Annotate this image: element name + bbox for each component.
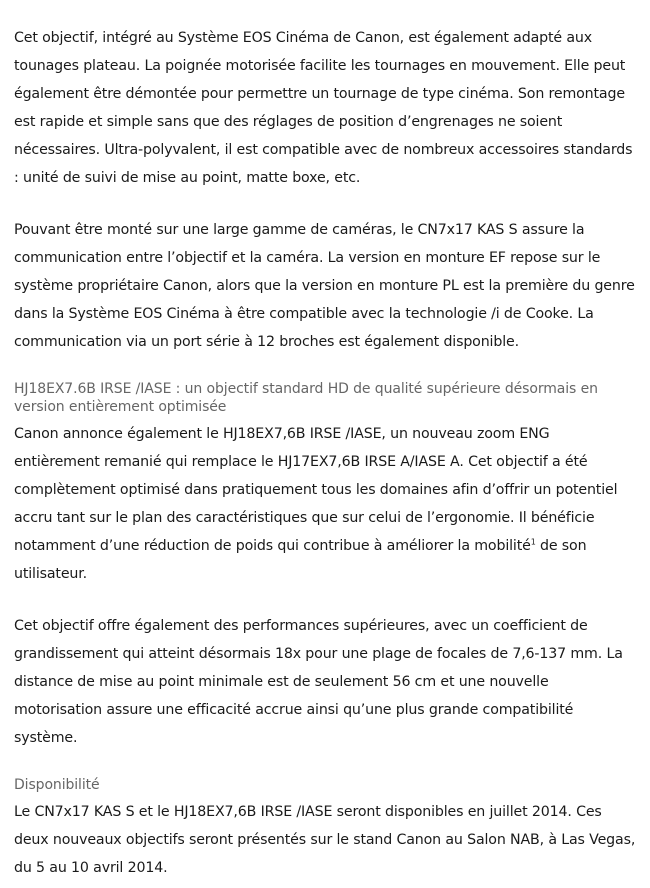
paragraph-availability: Le CN7x17 KAS S et le HJ18EX7,6B IRSE /IASE seront disponibles en juillet 2014. Ces deux nouveaux objectifs seront présentés sur le stand Canon au Salon NAB, à Las Vegas, du 5 au 10 avril 2014. bbox=[14, 804, 636, 876]
paragraph-lens-cinema-system: Cet objectif, intégré au Système EOS Cinéma de Canon, est également adapté aux tounages plateau. La poignée motorisée facilite les tournages en mouvement. Elle peut également être démontée pour permettre un tournage de type cinéma. Son remontage est rapide et simple sans que des réglages de position d’engrenages ne soient nécessaires. Ultra-polyvalent, il est compatible avec de nombreux accessoires standards : unité de suivi de mise au point, matte boxe, etc. bbox=[14, 30, 633, 186]
section-heading-availability: Disponibilité bbox=[14, 777, 100, 793]
paragraph-text-part: de son utilisateur. bbox=[14, 538, 587, 582]
paragraph-hj18ex-announcement bbox=[14, 420, 636, 588]
paragraph-camera-communication: Pouvant être monté sur une large gamme de caméras, le CN7x17 KAS S assure la communication entre l’objectif et la caméra. La version en monture EF repose sur le système propriétaire Canon, alors que la version en monture PL est la première du genre dans la Système EOS Cinéma à être compatible avec la technologie /i de Cooke. La communication via un port série à 12 broches est également disponible. bbox=[14, 222, 635, 350]
paragraph-text-part: Canon annonce également le HJ18EX7,6B IRSE /IASE, un nouveau zoom ENG entièrement remanié qui remplace le HJ17EX7,6B IRSE A/IASE A. Cet objectif a été complètement optimisé dans pratiquement tous les domaines afin d’offrir un potentiel accru tant sur le plan des caractéristiques que sur celui de l’ergonomie. Il bénéficie notamment d’une réduction de poids qui contribue à améliorer la mobilité bbox=[14, 426, 618, 554]
footnote-marker: 1 bbox=[530, 537, 536, 547]
paragraph-performance: Cet objectif offre également des performances supérieures, avec un coefficient de grandissement qui atteint désormais 18x pour une plage de focales de 7,6-137 mm. La distance de mise au point minimale est de seulement 56 cm et une nouvelle motorisation assure une efficacité accrue ainsi qu’une plus grande compatibilité système. bbox=[14, 618, 623, 746]
section-heading-hj18ex: HJ18EX7.6B IRSE /IASE : un objectif standard HD de qualité supérieure désormais en version entièrement optimisée bbox=[14, 381, 598, 415]
